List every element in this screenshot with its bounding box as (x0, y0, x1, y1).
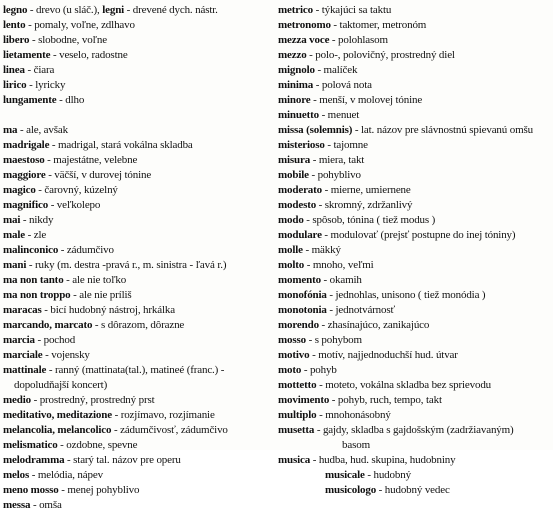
dictionary-entry (278, 168, 550, 183)
entry-definition: - prostredný, prostredný prst (30, 394, 155, 406)
entry-term: madrigale (3, 139, 50, 151)
entry-term: lungamente (3, 94, 57, 106)
entry-definition: - týkajúci sa taktu (312, 4, 392, 16)
entry-term: meditativo, meditazione (3, 409, 112, 421)
entry-definition: - jednohlas, unisono ( tiež monódia ) (326, 289, 486, 301)
dictionary-entry (278, 468, 550, 483)
entry-definition: - menuet (318, 109, 360, 121)
entry-term: melodramma (3, 454, 65, 466)
entry-term: marciale (3, 349, 43, 361)
entry-definition: - starý tal. názov pre operu (64, 454, 181, 466)
dictionary-entry (3, 363, 269, 378)
dictionary-entry (3, 198, 269, 213)
dictionary-entry (278, 318, 550, 333)
entry-definition: - vojensky (42, 349, 90, 361)
entry-term: melos (3, 469, 30, 481)
entry-definition: - hudba, hud. skupina, hudobniny (310, 454, 456, 466)
entry-definition: - taktomer, metronóm (330, 19, 427, 31)
entry-definition: - motív, najjednoduchší hud. útvar (309, 349, 458, 361)
entry-definition: - miera, takt (310, 154, 365, 166)
entry-definition: - ale, avšak (17, 124, 68, 136)
dictionary-entry (278, 138, 550, 153)
entry-definition: - tajomne (324, 139, 368, 151)
dictionary-entry (3, 63, 269, 78)
entry-term: marcando, marcato (3, 319, 93, 331)
entry-term: minima (278, 79, 314, 91)
entry-definition: - hudobný (364, 469, 411, 481)
dictionary-entry (3, 183, 269, 198)
dictionary-entry (278, 273, 550, 288)
entry-term: morendo (278, 319, 319, 331)
entry-term: modo (278, 214, 304, 226)
dictionary-entry (278, 453, 550, 468)
dictionary-entry (3, 498, 269, 513)
entry-term: mezzo (278, 49, 307, 61)
dictionary-entry (278, 228, 550, 243)
entry-term: maestoso (3, 154, 45, 166)
dictionary-entry (278, 288, 550, 303)
entry-definition: - malíček (314, 64, 358, 76)
entry-term: medio (3, 394, 31, 406)
entry-term: mani (3, 259, 27, 271)
dictionary-entry (278, 153, 550, 168)
dictionary-entry (3, 303, 269, 318)
entry-definition: - spôsob, tónina ( tiež modus ) (303, 214, 436, 226)
entry-definition: - polová nota (313, 79, 372, 91)
dictionary-entry (3, 168, 269, 183)
entry-definition: - gajdy, skladba s gajdošským (zadržiavaným) (314, 424, 514, 436)
entry-definition: - majestátne, velebne (44, 154, 138, 166)
entry-definition: - madrigal, stará vokálna skladba (49, 139, 193, 151)
entry-definition: - lyricky (26, 79, 66, 91)
entry-term: mosso (278, 334, 306, 346)
entry-term: maggiore (3, 169, 46, 181)
entry-term: moderato (278, 184, 323, 196)
entry-term: mottetto (278, 379, 317, 391)
entry-term: melismatico (3, 439, 58, 451)
dictionary-entry (3, 153, 269, 168)
entry-term: momento (278, 274, 321, 286)
entry-term: mattinale (3, 364, 47, 376)
entry-definition: - rozjímavo, rozjímanie (111, 409, 215, 421)
entry-definition: - s dôrazom, dôrazne (92, 319, 185, 331)
entry-definition: - polo-, polovičný, prostredný diel (306, 49, 455, 61)
entry-definition: - nikdy (20, 214, 54, 226)
dictionary-entry (278, 408, 550, 423)
entry-term: monofónia (278, 289, 327, 301)
dictionary-entry (278, 93, 550, 108)
dictionary-entry (3, 123, 269, 138)
entry-definition: - zhasínajúco, zanikajúco (318, 319, 430, 331)
entry-definition: - pochod (34, 334, 76, 346)
entry-definition: - modulovať (prejsť postupne do inej tóniny) (321, 229, 516, 241)
dictionary-entry (3, 243, 269, 258)
dictionary-entry (3, 258, 269, 273)
dictionary-entry (278, 123, 550, 138)
dictionary-entry (278, 378, 550, 393)
dictionary-entry (278, 78, 550, 93)
entry-definition: - okamih (320, 274, 362, 286)
entry-definition: - ranný (mattinata(tal.), matineé (franc.) - (46, 364, 225, 376)
dictionary-entry (3, 438, 269, 453)
dictionary-entry (3, 213, 269, 228)
entry-term: movimento (278, 394, 330, 406)
dictionary-entry (3, 18, 269, 33)
entry-term: musica (278, 454, 311, 466)
dictionary-entry (3, 408, 269, 423)
dictionary-entry (3, 468, 269, 483)
dictionary-entry (278, 108, 550, 123)
entry-definition: - drevené dych. nástr. (124, 4, 218, 16)
entry-term: misterioso (278, 139, 325, 151)
entry-term: minuetto (278, 109, 319, 121)
dictionary-entry (278, 33, 550, 48)
entry-term: musicologo (325, 484, 377, 496)
entry-definition: - pohyblivo (308, 169, 361, 181)
entry-term: modesto (278, 199, 317, 211)
dictionary-entry (3, 48, 269, 63)
entry-term: legni (102, 4, 125, 16)
dictionary-entry (3, 333, 269, 348)
entry-definition: - mäkký (302, 244, 341, 256)
entry-definition: - mnoho, veľmi (304, 259, 374, 271)
entry-term: legno (3, 4, 28, 16)
entry-definition: basom (342, 439, 370, 451)
entry-definition: - zádumčivosť, zádumčivo (111, 424, 228, 436)
dictionary-entry (3, 318, 269, 333)
left-column (3, 3, 269, 513)
entry-term: lirico (3, 79, 27, 91)
right-column (278, 3, 550, 498)
entry-definition: - skromný, zdržanlivý (316, 199, 413, 211)
entry-definition: - ruky (m. destra -pravá r., m. sinistra - ľavá r.) (26, 259, 227, 271)
entry-definition: - drevo (u sláč.), (27, 4, 103, 16)
entry-definition: - moteto, vokálna skladba bez sprievodu (316, 379, 492, 391)
dictionary-entry (278, 213, 550, 228)
entry-term: mobile (278, 169, 309, 181)
dictionary-entry (278, 363, 550, 378)
dictionary-entry (3, 378, 269, 393)
dictionary-entry (278, 348, 550, 363)
dictionary-entry (3, 483, 269, 498)
entry-term: ma non tanto (3, 274, 64, 286)
dictionary-entry (3, 273, 269, 288)
entry-term: lietamente (3, 49, 51, 61)
entry-definition: - slobodne, voľne (29, 34, 107, 46)
entry-term: molto (278, 259, 305, 271)
entry-term: meno mosso (3, 484, 59, 496)
dictionary-entry (3, 228, 269, 243)
entry-term: missa (solemnis) (278, 124, 353, 136)
entry-definition: - ale nie toľko (63, 274, 127, 286)
entry-definition: - melódia, nápev (29, 469, 103, 481)
entry-definition: - ozdobne, spevne (57, 439, 138, 451)
entry-term: moto (278, 364, 302, 376)
entry-term: mezza voce (278, 34, 330, 46)
entry-definition: - omša (30, 499, 62, 511)
entry-definition: - ale nie príliš (70, 289, 132, 301)
dictionary-entry (3, 423, 269, 438)
entry-term: molle (278, 244, 303, 256)
entry-term: modulare (278, 229, 322, 241)
entry-term: musicale (325, 469, 365, 481)
dictionary-entry (3, 348, 269, 363)
entry-term: monotonia (278, 304, 327, 316)
dictionary-entry (3, 288, 269, 303)
entry-definition: - veľkolepo (48, 199, 101, 211)
entry-definition: - menší, v molovej tónine (310, 94, 423, 106)
entry-definition: - čarovný, kúzelný (35, 184, 118, 196)
entry-term: lento (3, 19, 26, 31)
entry-term: messa (3, 499, 31, 511)
entry-definition: - s pohybom (305, 334, 362, 346)
entry-definition: - čiara (24, 64, 55, 76)
dictionary-entry (278, 423, 550, 438)
entry-term: metronomo (278, 19, 331, 31)
entry-definition: - lat. názov pre slávnostnú spievanú omšu (352, 124, 533, 136)
entry-definition: - dlho (56, 94, 85, 106)
entry-term: ma (3, 124, 18, 136)
dictionary-entry (3, 138, 269, 153)
dictionary-entry (278, 393, 550, 408)
dictionary-entry (278, 483, 550, 498)
dictionary-entry (3, 78, 269, 93)
entry-term: ma non troppo (3, 289, 71, 301)
entry-definition: - pohyb, ruch, tempo, takt (329, 394, 442, 406)
entry-definition: - menej pohyblivo (58, 484, 140, 496)
dictionary-entry (278, 63, 550, 78)
entry-term: misura (278, 154, 311, 166)
entry-definition: - pomaly, voľne, zdlhavo (25, 19, 135, 31)
entry-definition: - mnohonásobný (316, 409, 391, 421)
entry-term: musetta (278, 424, 315, 436)
dictionary-entry (278, 438, 550, 453)
entry-term: marcia (3, 334, 35, 346)
entry-term: motivo (278, 349, 310, 361)
entry-definition: - hudobný vedec (376, 484, 450, 496)
entry-term: magnifico (3, 199, 49, 211)
entry-term: minore (278, 94, 311, 106)
dictionary-entry (278, 198, 550, 213)
dictionary-entry (278, 183, 550, 198)
dictionary-entry (3, 453, 269, 468)
entry-term: male (3, 229, 26, 241)
dictionary-entry (278, 258, 550, 273)
entry-term: mai (3, 214, 21, 226)
entry-term: malinconico (3, 244, 59, 256)
entry-definition: - bicí hudobný nástroj, hrkálka (41, 304, 175, 316)
entry-definition: - zle (25, 229, 47, 241)
dictionary-entry (278, 18, 550, 33)
dictionary-entry (3, 93, 269, 108)
dictionary-entry (278, 3, 550, 18)
entry-definition: - väčší, v durovej tónine (45, 169, 152, 181)
dictionary-entry (3, 393, 269, 408)
entry-term: linea (3, 64, 25, 76)
dictionary-entry (278, 333, 550, 348)
entry-definition: - veselo, radostne (50, 49, 128, 61)
entry-definition: dopoludňajší koncert) (14, 379, 108, 391)
dictionary-entry (278, 303, 550, 318)
entry-definition: - zádumčivo (58, 244, 114, 256)
dictionary-entry (3, 33, 269, 48)
entry-term: maracas (3, 304, 42, 316)
blank-line (3, 108, 269, 123)
entry-term: metrico (278, 4, 313, 16)
entry-definition: - pohyb (301, 364, 337, 376)
entry-term: melancolia, melancolico (3, 424, 112, 436)
dictionary-entry (278, 48, 550, 63)
entry-term: magico (3, 184, 36, 196)
entry-term: libero (3, 34, 30, 46)
entry-term: mignolo (278, 64, 315, 76)
dictionary-entry (3, 3, 269, 18)
entry-definition: - polohlasom (329, 34, 388, 46)
dictionary-entry (278, 243, 550, 258)
entry-definition: - jednotvárnosť (326, 304, 396, 316)
entry-definition: - mierne, umiernene (322, 184, 411, 196)
entry-term: multiplo (278, 409, 317, 421)
